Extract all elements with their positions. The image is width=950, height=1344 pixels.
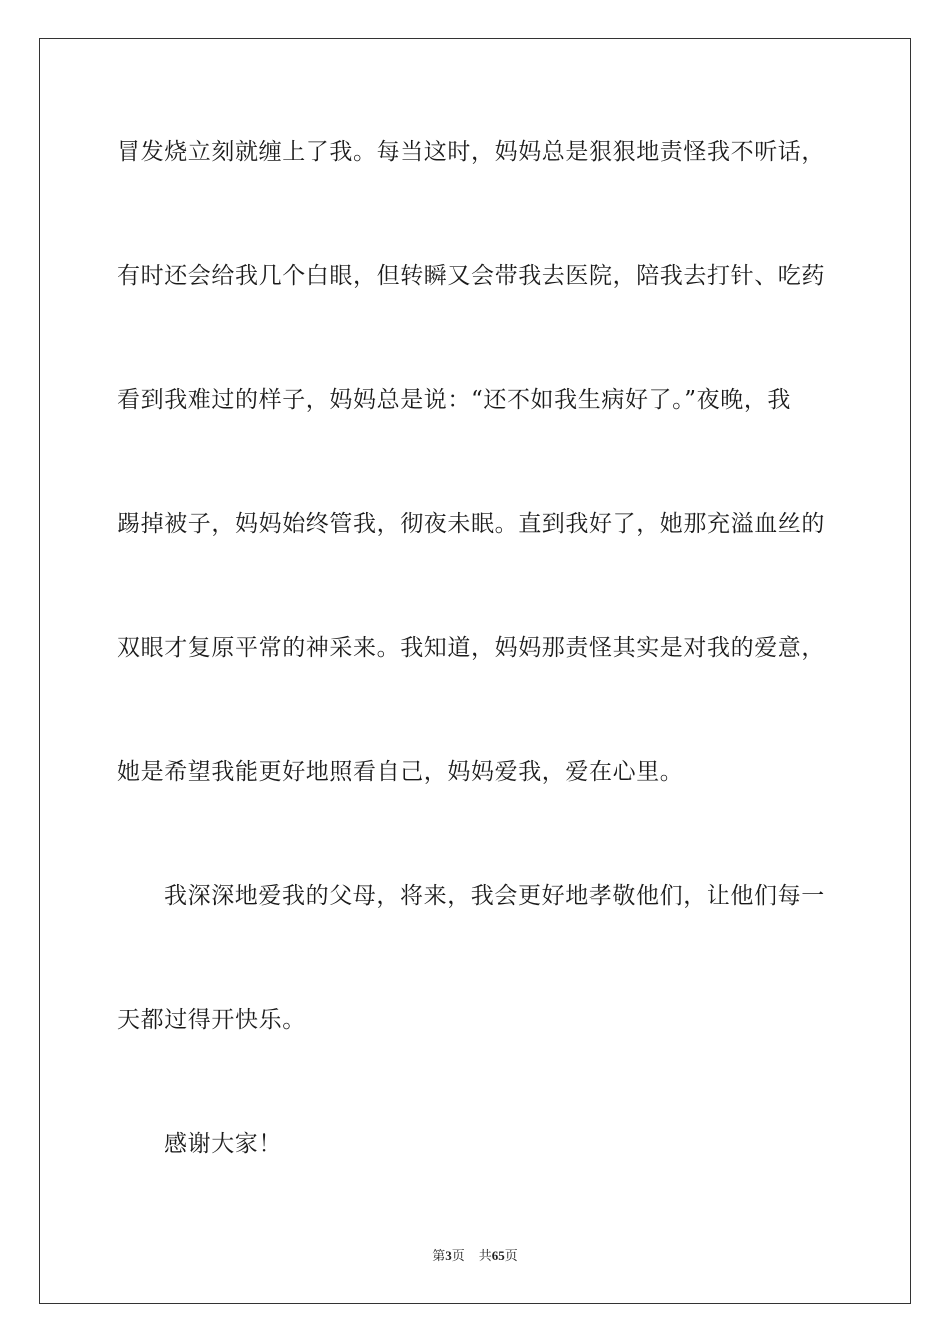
body-text-line-4: 踢掉被子，妈妈始终管我，彻夜未眠。直到我好了，她那充溢血丝的 [117, 511, 825, 537]
footer-page-suffix: 页 [451, 1249, 465, 1264]
page-footer [0, 1247, 950, 1266]
body-text-line-8: 天都过得开快乐。 [117, 1007, 306, 1033]
body-text-line-5: 双眼才复原平常的神采来。我知道，妈妈那责怪其实是对我的爱意， [117, 635, 825, 661]
body-text-line-7: 我深深地爱我的父母，将来，我会更好地孝敬他们，让他们每一 [164, 883, 825, 909]
body-text-line-6: 她是希望我能更好地照看自己，妈妈爱我，爱在心里。 [117, 759, 684, 785]
body-text-line-2: 有时还会给我几个白眼，但转瞬又会带我去医院，陪我去打针、吃药 [117, 263, 825, 289]
page-frame [39, 38, 911, 1304]
footer-page-prefix: 第 [432, 1249, 446, 1264]
body-text-line-1: 冒发烧立刻就缠上了我。每当这时，妈妈总是狠狠地责怪我不听话， [117, 139, 825, 165]
closing-line: 感谢大家！ [164, 1131, 282, 1157]
footer-total-pages: 65 [491, 1248, 505, 1263]
footer-total-suffix: 页 [504, 1249, 518, 1264]
body-text-line-3: 看到我难过的样子，妈妈总是说：“还不如我生病好了。”夜晚，我 [117, 387, 792, 413]
footer-page-number: 3 [445, 1248, 452, 1263]
footer-total-prefix: 共 [478, 1249, 492, 1264]
